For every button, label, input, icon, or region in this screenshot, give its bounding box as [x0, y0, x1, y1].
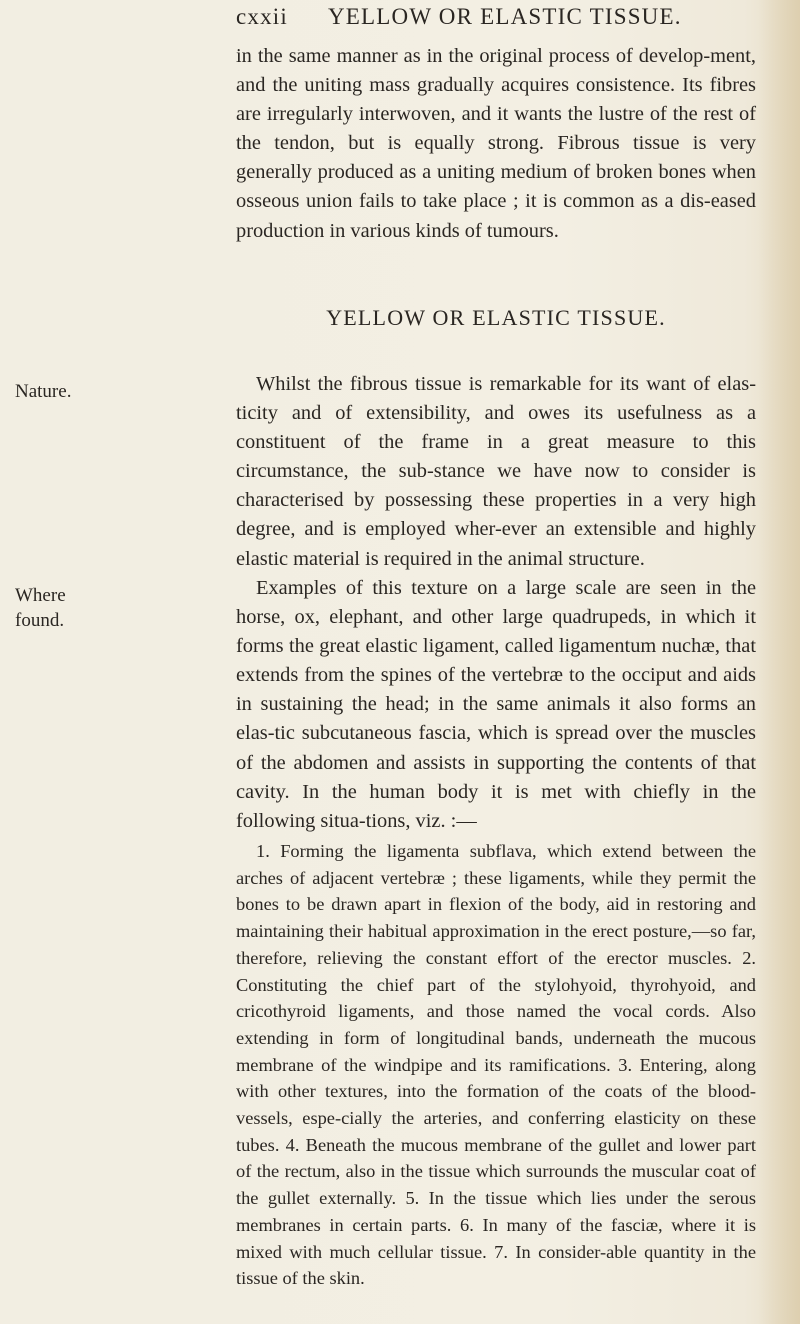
margin-note-where-found — [15, 583, 105, 633]
margin-note-nature: Nature. — [15, 381, 72, 402]
enumerated-locations-paragraph: 1. Forming the ligamenta subflava, which extend between the arches of adjacent vertebræ ; these ligaments, while they permit the bones to be drawn apart in flexion of the body, aid in restoring and maintaining their habitual approximation in the erect posture,—so far, therefore, relieving the constant effort of the erector muscles. 2. Constituting the chief part of the stylohyoid, thyrohyoid, and cricothyroid ligaments, and those named the vocal cords. Also extending in form of longitudinal bands, underneath the mucous membrane of the windpipe and its ramifications. 3. Entering, along with other textures, into the formation of the coats of the blood-vessels, espe-cially the arteries, and conferring elasticity on these tubes. 4. Beneath the mucous membrane of the gullet and lower part of the rectum, also in the tissue which surrounds the muscular coat of the gullet externally. 5. In the tissue which lies under the serous membranes in certain parts. 6. In many of the fasciæ, where it is mixed with much cellular tissue. 7. In consider-able quantity in the tissue of the skin. — [236, 841, 756, 1289]
margin-note-where-line2: found. — [15, 610, 65, 631]
page-edge-shading — [758, 0, 800, 1324]
intro-paragraph: in the same manner as in the original process of develop-ment, and the uniting mass gradually acquires consistence. Its fibres are irregularly interwoven, and it wants the lustre of the rest of the tendon, but is equally strong. Fibrous tissue is very generally produced as a uniting medium of broken bones when osseous union fails to take place ; it is common as a dis-eased production in various kinds of tumours. — [236, 45, 756, 242]
section-title: YELLOW OR ELASTIC TISSUE. — [326, 305, 666, 330]
nature-paragraph: Whilst the fibrous tissue is remarkable for its want of elas-ticity and of extensibility, and owes its usefulness as a constituent of the frame in a great measure to this circumstance, the sub-stance we have now to consider is characterised by possessing these properties in a very high degree, and is employed wher-ever an extensible and highly elastic material is required in the animal structure. — [236, 373, 756, 570]
where-found-paragraph: Examples of this texture on a large scale are seen in the horse, ox, elephant, and other large quadrupeds, in which it forms the great elastic ligament, called ligamentum nuchæ, that extends from the spines of the vertebræ to the occiput and aids in sustaining the head; in the same animals it also forms an elas-tic subcutaneous fascia, which is spread over the muscles of the abdomen and assists in supporting the contents of that cavity. In the human body it is met with chiefly in the following situa-tions, viz. :— — [236, 577, 756, 832]
margin-note-where-line1: Where — [15, 585, 66, 606]
running-head-title: YELLOW OR ELASTIC TISSUE. — [328, 4, 682, 29]
running-head — [236, 4, 756, 44]
page-number: cxxii — [236, 4, 288, 29]
